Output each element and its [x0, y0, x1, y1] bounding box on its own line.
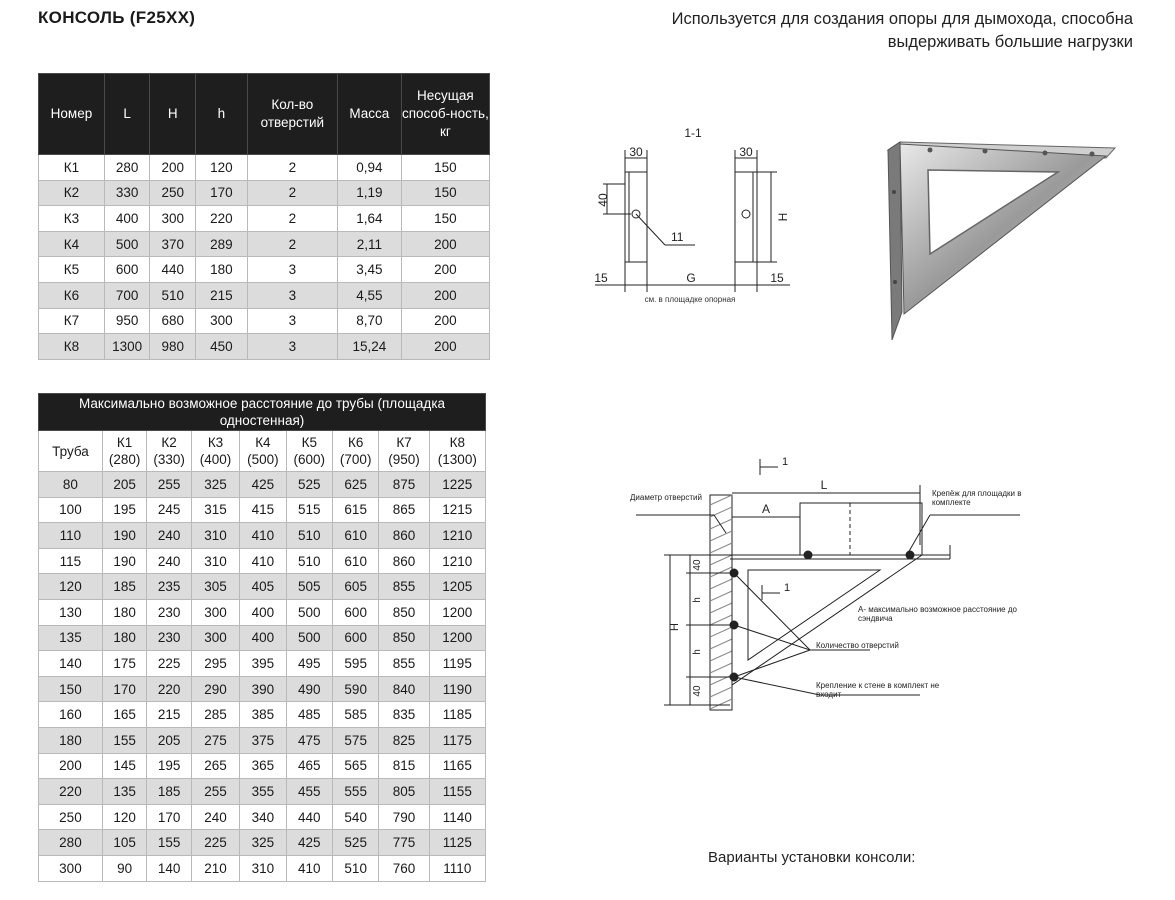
dimensions-row-cell: 200 — [401, 334, 489, 360]
max-distance-row-cell: 220 — [39, 779, 103, 805]
dim-15-left: 15 — [594, 271, 608, 285]
max-distance-row-cell: 100 — [39, 497, 103, 523]
install-section-1-top: 1 — [782, 456, 789, 468]
max-distance-row-cell: 140 — [39, 651, 103, 677]
max-distance-row-cell: 500 — [286, 625, 332, 651]
max-distance-row-cell: 510 — [332, 855, 378, 881]
max-distance-row-cell: 220 — [147, 676, 191, 702]
max-distance-row-cell: 240 — [147, 548, 191, 574]
max-distance-row-cell: 155 — [147, 830, 191, 856]
max-distance-row-cell: 1225 — [429, 472, 485, 498]
max-distance-row-cell: 555 — [332, 779, 378, 805]
max-distance-row — [39, 651, 486, 677]
max-distance-row-cell: 590 — [332, 676, 378, 702]
col-header-H: H — [150, 74, 196, 155]
max-distance-row-cell: 510 — [286, 548, 332, 574]
max-distance-row-cell: 385 — [240, 702, 286, 728]
install-note-holes: Количество отверстий — [816, 641, 899, 650]
max-distance-row — [39, 625, 486, 651]
max-distance-row-cell: 140 — [147, 855, 191, 881]
max-distance-row-cell: 325 — [240, 830, 286, 856]
max-distance-row-cell: 575 — [332, 727, 378, 753]
max-distance-row-cell: 410 — [240, 548, 286, 574]
dimensions-row-cell: 300 — [150, 206, 196, 232]
dimensions-row-cell: 2,11 — [337, 231, 401, 257]
max-distance-row-cell: 225 — [147, 651, 191, 677]
max-distance-row-cell: 135 — [39, 625, 103, 651]
install-dim-h-2: h — [692, 649, 703, 655]
max-distance-row-cell: 185 — [147, 779, 191, 805]
max-distance-row-cell: 595 — [332, 651, 378, 677]
dimensions-row — [39, 155, 490, 181]
dimensions-row-cell: 15,24 — [337, 334, 401, 360]
max-distance-row-cell: 160 — [39, 702, 103, 728]
max-distance-row — [39, 779, 486, 805]
max-distance-row — [39, 753, 486, 779]
max-distance-row-cell: 840 — [379, 676, 429, 702]
dimensions-row-cell: 170 — [196, 180, 248, 206]
dimensions-row-cell: 300 — [196, 308, 248, 334]
install-dim-40-top: 40 — [692, 559, 703, 571]
max-distance-row-cell: 105 — [102, 830, 146, 856]
col-header-number: Номер — [39, 74, 105, 155]
max-distance-row-cell: 505 — [286, 574, 332, 600]
dimensions-row-cell: 2 — [247, 180, 337, 206]
max-distance-row-cell: 195 — [147, 753, 191, 779]
col-header-k5: К5 (600) — [286, 431, 332, 472]
max-distance-row-cell: 230 — [147, 625, 191, 651]
max-distance-row-cell: 180 — [102, 599, 146, 625]
dimensions-row-cell: 700 — [104, 282, 150, 308]
dimensions-row-cell: 3 — [247, 334, 337, 360]
max-distance-row-cell: 310 — [191, 548, 239, 574]
section-drawing — [585, 120, 800, 320]
max-distance-row-cell: 855 — [379, 574, 429, 600]
col-header-holes: Кол-во отверстий — [247, 74, 337, 155]
max-distance-row-cell: 515 — [286, 497, 332, 523]
dimensions-row-cell: 2 — [247, 231, 337, 257]
dimensions-row — [39, 180, 490, 206]
install-dim-A: A — [761, 502, 771, 516]
dimensions-row — [39, 308, 490, 334]
max-distance-row-cell: 240 — [147, 523, 191, 549]
dimensions-row-cell: 400 — [104, 206, 150, 232]
max-distance-row-cell: 815 — [379, 753, 429, 779]
max-distance-row-cell: 605 — [332, 574, 378, 600]
max-distance-row-cell: 120 — [102, 804, 146, 830]
dimensions-row-cell: 440 — [150, 257, 196, 283]
dimensions-row-cell: 200 — [401, 282, 489, 308]
max-distance-row-cell: 215 — [147, 702, 191, 728]
max-distance-row-cell: 225 — [191, 830, 239, 856]
dimensions-row-cell: 150 — [401, 206, 489, 232]
max-distance-row-cell: 205 — [102, 472, 146, 498]
max-distance-row-cell: 325 — [191, 472, 239, 498]
max-distance-row-cell: 865 — [379, 497, 429, 523]
col-header-k1: К1 (280) — [102, 431, 146, 472]
col-header-h: h — [196, 74, 248, 155]
max-distance-row-cell: 610 — [332, 523, 378, 549]
max-distance-row-cell: 600 — [332, 599, 378, 625]
max-distance-row-cell: 860 — [379, 523, 429, 549]
max-distance-row — [39, 548, 486, 574]
max-distance-row — [39, 855, 486, 881]
max-distance-row-cell: 395 — [240, 651, 286, 677]
max-distance-row — [39, 804, 486, 830]
max-distance-row-cell: 475 — [286, 727, 332, 753]
max-distance-row-cell: 295 — [191, 651, 239, 677]
max-distance-row-cell: 310 — [240, 855, 286, 881]
dimensions-row-cell: 2 — [247, 206, 337, 232]
bracket-illustration — [870, 132, 1130, 350]
max-distance-row-cell: 180 — [39, 727, 103, 753]
dimensions-row — [39, 206, 490, 232]
max-distance-row-cell: 170 — [102, 676, 146, 702]
max-distance-row-cell: 200 — [39, 753, 103, 779]
max-distance-row-cell: 1210 — [429, 523, 485, 549]
max-distance-row-cell: 610 — [332, 548, 378, 574]
dimensions-row-cell: 280 — [104, 155, 150, 181]
max-distance-row-cell: 500 — [286, 599, 332, 625]
max-distance-row-cell: 285 — [191, 702, 239, 728]
max-distance-row-cell: 495 — [286, 651, 332, 677]
dimensions-header-row — [39, 74, 490, 155]
col-header-mass: Масса — [337, 74, 401, 155]
max-distance-row-cell: 1200 — [429, 625, 485, 651]
max-distance-row-cell: 150 — [39, 676, 103, 702]
dimensions-row-cell: К3 — [39, 206, 105, 232]
max-distance-row-cell: 195 — [102, 497, 146, 523]
max-distance-row-cell: 120 — [39, 574, 103, 600]
max-distance-row-cell: 265 — [191, 753, 239, 779]
max-distance-row-cell: 165 — [102, 702, 146, 728]
max-distance-row-cell: 210 — [191, 855, 239, 881]
max-distance-row-cell: 1200 — [429, 599, 485, 625]
dimensions-row — [39, 231, 490, 257]
dimensions-row-cell: 220 — [196, 206, 248, 232]
max-distance-row-cell: 185 — [102, 574, 146, 600]
max-distance-row-cell: 170 — [147, 804, 191, 830]
col-header-k4: К4 (500) — [240, 431, 286, 472]
col-header-k2: К2 (330) — [147, 431, 191, 472]
max-distance-row-cell: 390 — [240, 676, 286, 702]
max-distance-row-cell: 805 — [379, 779, 429, 805]
dimensions-row-cell: 200 — [401, 231, 489, 257]
max-distance-row-cell: 135 — [102, 779, 146, 805]
max-distance-row-cell: 790 — [379, 804, 429, 830]
max-distance-row — [39, 523, 486, 549]
col-header-L: L — [104, 74, 150, 155]
dimensions-row-cell: К6 — [39, 282, 105, 308]
max-distance-row-cell: 115 — [39, 548, 103, 574]
dimensions-row-cell: К4 — [39, 231, 105, 257]
max-distance-row-cell: 190 — [102, 523, 146, 549]
dimensions-row-cell: 8,70 — [337, 308, 401, 334]
dim-15-right: 15 — [770, 271, 784, 285]
install-note-fasteners: Крепёж для площадки в комплекте — [932, 489, 1022, 507]
dimensions-row-cell: 200 — [401, 308, 489, 334]
dimensions-row — [39, 257, 490, 283]
install-note-max-distance: А- максимально возможное расстояние до сэндвича — [858, 605, 1017, 623]
max-distance-row-cell: 850 — [379, 625, 429, 651]
max-distance-row — [39, 727, 486, 753]
dimensions-row-cell: 3 — [247, 282, 337, 308]
max-distance-row-cell: 760 — [379, 855, 429, 881]
max-distance-row-cell: 355 — [240, 779, 286, 805]
col-header-k6: К6 (700) — [332, 431, 378, 472]
install-note-wall-mount: Крепление к стене в комплект не входит — [816, 681, 940, 699]
max-distance-row-cell: 340 — [240, 804, 286, 830]
max-distance-row — [39, 497, 486, 523]
max-distance-row-cell: 1210 — [429, 548, 485, 574]
section-label: 1-1 — [684, 126, 702, 140]
install-dim-L: L — [820, 478, 828, 492]
max-distance-row-cell: 1125 — [429, 830, 485, 856]
dimensions-row-cell: К8 — [39, 334, 105, 360]
max-distance-row-cell: 540 — [332, 804, 378, 830]
max-distance-row-cell: 110 — [39, 523, 103, 549]
dimensions-row-cell: 2 — [247, 155, 337, 181]
dimensions-row-cell: 680 — [150, 308, 196, 334]
max-distance-row — [39, 472, 486, 498]
col-header-pipe: Труба — [39, 431, 103, 472]
max-distance-row-cell: 190 — [102, 548, 146, 574]
max-distance-row-cell: 305 — [191, 574, 239, 600]
max-distance-row-cell: 835 — [379, 702, 429, 728]
dim-30-left: 30 — [629, 145, 643, 159]
max-distance-row — [39, 574, 486, 600]
dimensions-row-cell: 450 — [196, 334, 248, 360]
section-note: см. в площадке опорная — [644, 295, 736, 304]
max-distance-row-cell: 275 — [191, 727, 239, 753]
max-distance-row-cell: 860 — [379, 548, 429, 574]
col-header-k3: К3 (400) — [191, 431, 239, 472]
install-section-1-mid: 1 — [784, 582, 791, 594]
max-distance-row-cell: 155 — [102, 727, 146, 753]
dimensions-row-cell: 950 — [104, 308, 150, 334]
max-distance-row-cell: 90 — [102, 855, 146, 881]
max-distance-row-cell: 425 — [286, 830, 332, 856]
dimensions-row-cell: К5 — [39, 257, 105, 283]
max-distance-row-cell: 1215 — [429, 497, 485, 523]
install-dim-H: H — [669, 623, 681, 631]
dimensions-table-body — [39, 155, 490, 360]
dim-H: H — [776, 212, 790, 222]
max-distance-row-cell: 405 — [240, 574, 286, 600]
max-distance-row-cell: 300 — [39, 855, 103, 881]
dimensions-row-cell: 3,45 — [337, 257, 401, 283]
dimensions-row-cell: 3 — [247, 308, 337, 334]
installation-variants-heading: Варианты установки консоли: — [708, 849, 916, 866]
max-distance-row-cell: 1155 — [429, 779, 485, 805]
max-distance-row-cell: 490 — [286, 676, 332, 702]
max-distance-row-cell: 850 — [379, 599, 429, 625]
col-header-k7: К7 (950) — [379, 431, 429, 472]
col-header-k8: К8 (1300) — [429, 431, 485, 472]
max-distance-row-cell: 410 — [240, 523, 286, 549]
max-distance-row-cell: 290 — [191, 676, 239, 702]
max-distance-row-cell: 1185 — [429, 702, 485, 728]
max-distance-row-cell: 565 — [332, 753, 378, 779]
max-distance-row — [39, 676, 486, 702]
page-title: КОНСОЛЬ (F25XX) — [38, 8, 196, 27]
max-distance-row-cell: 1165 — [429, 753, 485, 779]
dimensions-row-cell: 120 — [196, 155, 248, 181]
max-distance-caption-row — [39, 394, 486, 431]
max-distance-row-cell: 1195 — [429, 651, 485, 677]
max-distance-row-cell: 1205 — [429, 574, 485, 600]
max-distance-header-row — [39, 431, 486, 472]
max-distance-row-cell: 410 — [286, 855, 332, 881]
max-distance-row-cell: 315 — [191, 497, 239, 523]
dimensions-row — [39, 282, 490, 308]
install-note-diameter: Диаметр отверстий — [630, 493, 702, 502]
max-distance-row-cell: 300 — [191, 599, 239, 625]
max-distance-row-cell: 1190 — [429, 676, 485, 702]
max-distance-row-cell: 230 — [147, 599, 191, 625]
max-distance-row-cell: 280 — [39, 830, 103, 856]
dimensions-row-cell: 200 — [150, 155, 196, 181]
install-dim-40-bottom: 40 — [692, 685, 703, 697]
max-distance-row-cell: 425 — [240, 472, 286, 498]
max-distance-row-cell: 240 — [191, 804, 239, 830]
dimensions-row-cell: 500 — [104, 231, 150, 257]
dimensions-row-cell: 370 — [150, 231, 196, 257]
max-distance-row-cell: 510 — [286, 523, 332, 549]
max-distance-row-cell: 485 — [286, 702, 332, 728]
max-distance-row-cell: 130 — [39, 599, 103, 625]
max-distance-table-body — [39, 431, 486, 882]
dimensions-row-cell: 1300 — [104, 334, 150, 360]
max-distance-row-cell: 245 — [147, 497, 191, 523]
max-distance-row-cell: 615 — [332, 497, 378, 523]
dimensions-row-cell: К2 — [39, 180, 105, 206]
install-dim-h-1: h — [692, 597, 703, 603]
max-distance-row-cell: 80 — [39, 472, 103, 498]
max-distance-row-cell: 525 — [332, 830, 378, 856]
installation-drawing — [630, 455, 1030, 720]
max-distance-row-cell: 255 — [191, 779, 239, 805]
dimensions-row-cell: 150 — [401, 155, 489, 181]
max-distance-row-cell: 415 — [240, 497, 286, 523]
dimensions-row-cell: 289 — [196, 231, 248, 257]
max-distance-row-cell: 455 — [286, 779, 332, 805]
max-distance-row-cell: 465 — [286, 753, 332, 779]
max-distance-row-cell: 775 — [379, 830, 429, 856]
dimensions-row-cell: 150 — [401, 180, 489, 206]
max-distance-row-cell: 235 — [147, 574, 191, 600]
max-distance-row-cell: 855 — [379, 651, 429, 677]
dimensions-row-cell: 980 — [150, 334, 196, 360]
dimensions-row-cell: К7 — [39, 308, 105, 334]
max-distance-row-cell: 400 — [240, 599, 286, 625]
max-distance-row — [39, 702, 486, 728]
max-distance-row-cell: 1140 — [429, 804, 485, 830]
max-distance-row-cell: 255 — [147, 472, 191, 498]
max-distance-row — [39, 599, 486, 625]
max-distance-row — [39, 830, 486, 856]
max-distance-caption: Максимально возможное расстояние до трубы (площадка одностенная) — [39, 394, 486, 431]
max-distance-row-cell: 525 — [286, 472, 332, 498]
max-distance-row-cell: 375 — [240, 727, 286, 753]
dimensions-row-cell: 330 — [104, 180, 150, 206]
dimensions-row-cell: 180 — [196, 257, 248, 283]
dimensions-row-cell: 215 — [196, 282, 248, 308]
max-distance-row-cell: 300 — [191, 625, 239, 651]
dim-11: 11 — [671, 230, 684, 244]
max-distance-row-cell: 1175 — [429, 727, 485, 753]
max-distance-row-cell: 310 — [191, 523, 239, 549]
dimensions-row-cell: 4,55 — [337, 282, 401, 308]
max-distance-row-cell: 825 — [379, 727, 429, 753]
product-description: Используется для создания опоры для дымохода, способна выдерживать большие нагрузки — [671, 10, 1133, 51]
max-distance-row-cell: 365 — [240, 753, 286, 779]
dimensions-row-cell: 1,64 — [337, 206, 401, 232]
max-distance-row-cell: 180 — [102, 625, 146, 651]
max-distance-row-cell: 205 — [147, 727, 191, 753]
max-distance-row-cell: 440 — [286, 804, 332, 830]
max-distance-row-cell: 600 — [332, 625, 378, 651]
dim-40: 40 — [596, 193, 610, 207]
dimensions-row-cell: 600 — [104, 257, 150, 283]
max-distance-row-cell: 1110 — [429, 855, 485, 881]
dim-30-right: 30 — [739, 145, 753, 159]
max-distance-table — [38, 393, 486, 882]
max-distance-row-cell: 175 — [102, 651, 146, 677]
dimensions-row-cell: 510 — [150, 282, 196, 308]
dimensions-row — [39, 334, 490, 360]
dimensions-row-cell: 3 — [247, 257, 337, 283]
dimensions-row-cell: К1 — [39, 155, 105, 181]
max-distance-row-cell: 145 — [102, 753, 146, 779]
dimensions-table — [38, 73, 490, 360]
max-distance-row-cell: 250 — [39, 804, 103, 830]
dim-G: G — [686, 271, 696, 285]
max-distance-row-cell: 585 — [332, 702, 378, 728]
max-distance-row-cell: 400 — [240, 625, 286, 651]
dimensions-row-cell: 200 — [401, 257, 489, 283]
max-distance-row-cell: 625 — [332, 472, 378, 498]
dimensions-row-cell: 1,19 — [337, 180, 401, 206]
max-distance-row-cell: 875 — [379, 472, 429, 498]
dimensions-row-cell: 0,94 — [337, 155, 401, 181]
col-header-capacity: Несущая способ-ность, кг — [401, 74, 489, 155]
dimensions-row-cell: 250 — [150, 180, 196, 206]
